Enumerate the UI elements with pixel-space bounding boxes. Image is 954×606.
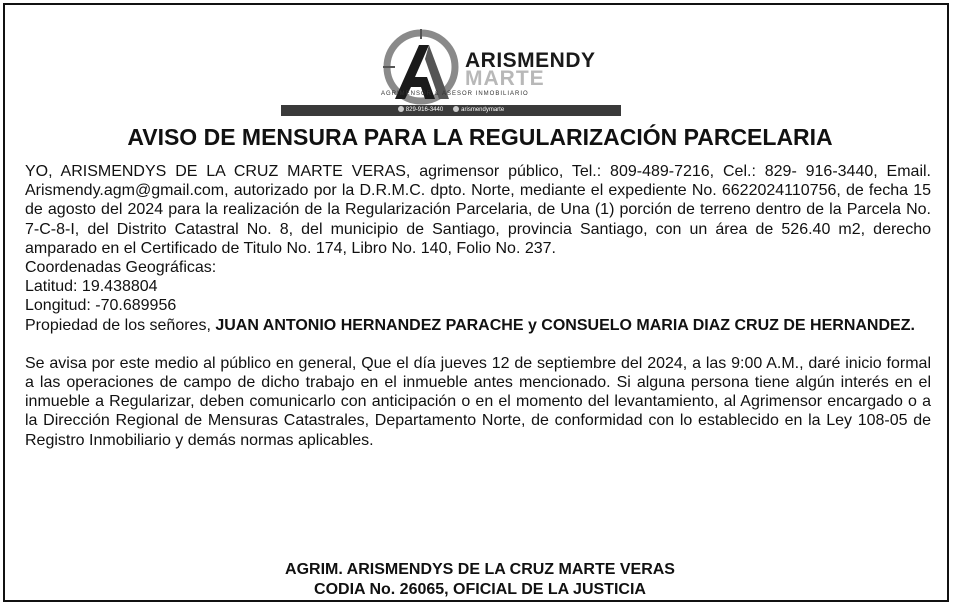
- owners-line: [25, 316, 931, 335]
- latitude: Latitud: 19.438804: [25, 278, 158, 296]
- notice-paragraph: Se avisa por este medio al público en general, Que el día jueves 12 de septiembre del 2024, a las 9:00 A.M., daré inicio formal a las operaciones de campo de dicho trabajo en el inmueble antes mencionado. Si alguna persona tiene algún interés en el inmueble a Regularizar, deben comunicarlo con anticipación o en el momento del levantamiento, al Agrimensor encargado o a la Dirección Regional de Mensuras Catastrales, Departamento Norte, de conformidad con lo establecido en la Ley 108-05 de Registro Inmobiliario y demás normas aplicables.: [25, 354, 931, 449]
- signature-credential: CODIA No. 26065, OFICIAL DE LA JUSTICIA: [314, 581, 646, 598]
- coords-heading: Coordenadas Geográficas:: [25, 259, 217, 277]
- longitude: Longitud: -70.689956: [25, 297, 177, 315]
- contact-phone: [398, 105, 443, 116]
- notice-title: AVISO DE MENSURA PARA LA REGULARIZACIÓN PARCELARIA: [127, 124, 833, 150]
- logo-sub-name: MARTE: [465, 67, 545, 90]
- owners-names: JUAN ANTONIO HERNANDEZ PARACHE y CONSUELO MARIA DIAZ CRUZ DE HERNANDEZ.: [215, 316, 915, 334]
- logo-tagline: AGRIMENSOR & ASESOR INMOBILIARIO: [381, 91, 529, 97]
- contact-bar: [281, 105, 621, 116]
- notice-frame: [3, 3, 949, 602]
- signature-name: AGRIM. ARISMENDYS DE LA CRUZ MARTE VERAS: [285, 561, 675, 578]
- notice-body: [25, 162, 931, 450]
- paragraph-gap: [25, 335, 931, 354]
- logo-name: ARISMENDY: [465, 49, 596, 72]
- company-logo: [281, 27, 621, 119]
- owners-prefix: Propiedad de los señores,: [25, 316, 216, 334]
- contact-phone-text: 829-916-3440: [405, 107, 444, 113]
- phone-icon: [398, 106, 404, 112]
- intro-paragraph: YO, ARISMENDYS DE LA CRUZ MARTE VERAS, agrimensor público, Tel.: 809-489-7216, Cel.: 829- 916-3440, Email. Arismendy.agm@gmail.com, autorizado por la D.R.M.C. dpto. Norte, mediante el expediente No. 6622024110756, de fecha 15 de agosto del 2024 para la realización de la Regularización Parcelaria, de Una (1) porción de terreno dentro de la Parcela No. 7-C-8-I, del Distrito Catastral No. 8, del municipio de Santiago, provincia Santiago, con un área de 526.40 m2, derecho amparado en el Certificado de Titulo No. 174, Libro No. 140, Folio No. 237.: [25, 163, 931, 257]
- contact-social: [453, 105, 504, 116]
- contact-social-text: arismendymarte: [461, 107, 505, 113]
- instagram-icon: [453, 106, 459, 112]
- signature-block: [5, 560, 954, 600]
